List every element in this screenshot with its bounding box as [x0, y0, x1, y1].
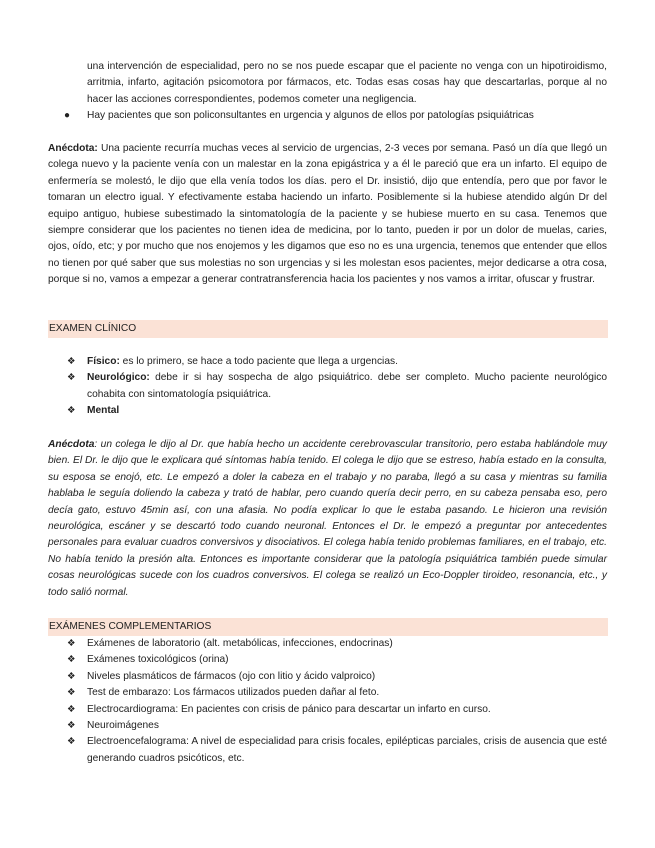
- item-text: Exámenes de laboratorio (alt. metabólicas, infecciones, endocrinas): [87, 638, 393, 649]
- intro-continuation: una intervención de especialidad, pero no se nos puede escapar que el paciente no venga con un hipotiroidismo, arritmia, infarto, agitación psicomotora por fármacos, etc. Todas esas cosas hay que descartarlas, porque al no hacer las acciones correspondientes, podemos cometer una negligencia.: [87, 61, 607, 105]
- anecdote-1: [48, 141, 607, 289]
- list-item: [67, 734, 607, 767]
- anecdote-1-label: Anécdota:: [48, 143, 98, 154]
- diamond-bullet-icon: ❖: [67, 703, 76, 715]
- examenes-complementarios-list: [67, 636, 607, 767]
- item-text: Electrocardiograma: En pacientes con crisis de pánico para descartar un infarto en curso.: [87, 703, 491, 715]
- diamond-bullet-icon: ❖: [67, 736, 76, 748]
- diamond-bullet-icon: ❖: [67, 356, 76, 367]
- bullet-dot-icon: ●: [64, 110, 71, 121]
- diamond-bullet-icon: ❖: [67, 405, 76, 417]
- item-text: debe ir si hay sospecha de algo psiquiátrico. debe ser completo. Mucho paciente neurológico cohabita con sintomatología psiquiátrica.: [87, 372, 607, 400]
- diamond-bullet-icon: ❖: [67, 720, 76, 732]
- list-item: [67, 718, 607, 734]
- diamond-bullet-icon: ❖: [67, 687, 76, 699]
- item-label: Físico:: [87, 356, 120, 367]
- list-item: [67, 370, 607, 403]
- intro-bullet-text: Hay pacientes que son policonsultantes en urgencia y algunos de ellos por patologías psiquiátricas: [87, 110, 534, 121]
- anecdote-2-text: : un colega le dijo al Dr. que había hecho un accidente cerebrovascular transitorio, pero estaba hablándole muy bien. El Dr. le dijo que le explicara qué síntomas había tenido. El colega le dijo que se estreso, había estado en la consulta, su esposa se enojó, etc. Le empezó a doler la cabeza en el trabajo y no paraba, llegó a su casa y mientras su familia hablaba le seguía doliendo la cabeza y trató de hablar, pero cuando quería decir perro, en su cabeza pensaba eso, pero decía gato, estuvo 45min así, con una afasia. No podía explicar lo que le estaba pasando. Le hicieron una revisión neurológica, escáner y se descartó todo cuando neuronal. Entonces el Dr. le empezó a preguntar por antecedentes personales para evaluar cuadros conversivos y disociativos. El colega había tenido problemas familiares, en el trabajo, etc. No había tenido la presión alta. Entonces es importante considerar que la patología psiquiátrica también puede simular cosas neurológicas sucede con los cuadros conversivos. El colega se realizó un Eco-Doppler tiroideo, resonancia, etc., y todo salió normal.: [48, 439, 607, 598]
- examen-clinico-list: [67, 354, 607, 420]
- item-text: Niveles plasmáticos de fármacos (ojo con litio y ácido valproico): [87, 670, 376, 682]
- item-text: Neuroimágenes: [87, 720, 159, 732]
- diamond-bullet-icon: ❖: [67, 670, 76, 682]
- anecdote-2-label: Anécdota: [48, 439, 95, 450]
- diamond-bullet-icon: ❖: [67, 638, 76, 649]
- list-item: [67, 354, 607, 370]
- item-label: Mental: [87, 405, 120, 417]
- intro-bullet: [64, 108, 607, 124]
- anecdote-2: [48, 437, 607, 601]
- list-item: [67, 403, 607, 419]
- item-text: Exámenes toxicológicos (orina): [87, 654, 229, 666]
- list-item: [67, 685, 607, 701]
- item-text: Test de embarazo: Los fármacos utilizados pueden dañar al feto.: [87, 687, 380, 699]
- item-label: Neurológico:: [87, 372, 150, 384]
- diamond-bullet-icon: ❖: [67, 654, 76, 666]
- list-item: [67, 652, 607, 668]
- list-item: [67, 636, 607, 652]
- diamond-bullet-icon: ❖: [67, 372, 76, 384]
- item-text: Electroencefalograma: A nivel de especialidad para crisis focales, epilépticas parciales, crisis de ausencia que esté generando cuadros psicóticos, etc.: [87, 736, 607, 764]
- anecdote-1-text: Una paciente recurría muchas veces al servicio de urgencias, 2-3 veces por semana. Pasó un día que llegó un colega nuevo y la paciente venía con un malestar en la zona epigástrica y a él le pareció que era un infarto. El equipo de enfermería se molestó, le dijo que ella venía todos los días. pero el Dr. insistió, dijo que entendía, pero que por favor le tomaran un electro igual. Y efectivamente estaba haciendo un infarto. Posiblemente si la hubiese atendido algún Dr del equipo antiguo, hubiese subestimado la sintomatología de la paciente y se hubiese muerto en su casa. Tenemos que siempre considerar que los pacientes no tienen idea de medicina, por lo tanto, pueden ir por un dolor de muelas, caries, ojos, oído, etc; y por mucho que nos enojemos y les digamos que eso no es una urgencia, tenemos que entender que ellos no tienen por qué saber que sus molestias no son urgencias y si les molestan esos pacientes, mejor dedicarse a otra cosa, porque si no, vamos a empezar a generar contratransferencia hacia los pacientes y nos vamos a irritar, ofuscar y frustrar.: [48, 143, 607, 286]
- list-item: [67, 702, 607, 718]
- section-examen-clinico: EXAMEN CLÍNICO: [48, 320, 608, 338]
- section-examenes-complementarios: EXÁMENES COMPLEMENTARIOS: [48, 618, 608, 636]
- item-text: es lo primero, se hace a todo paciente que llega a urgencias.: [119, 356, 398, 367]
- list-item: [67, 669, 607, 685]
